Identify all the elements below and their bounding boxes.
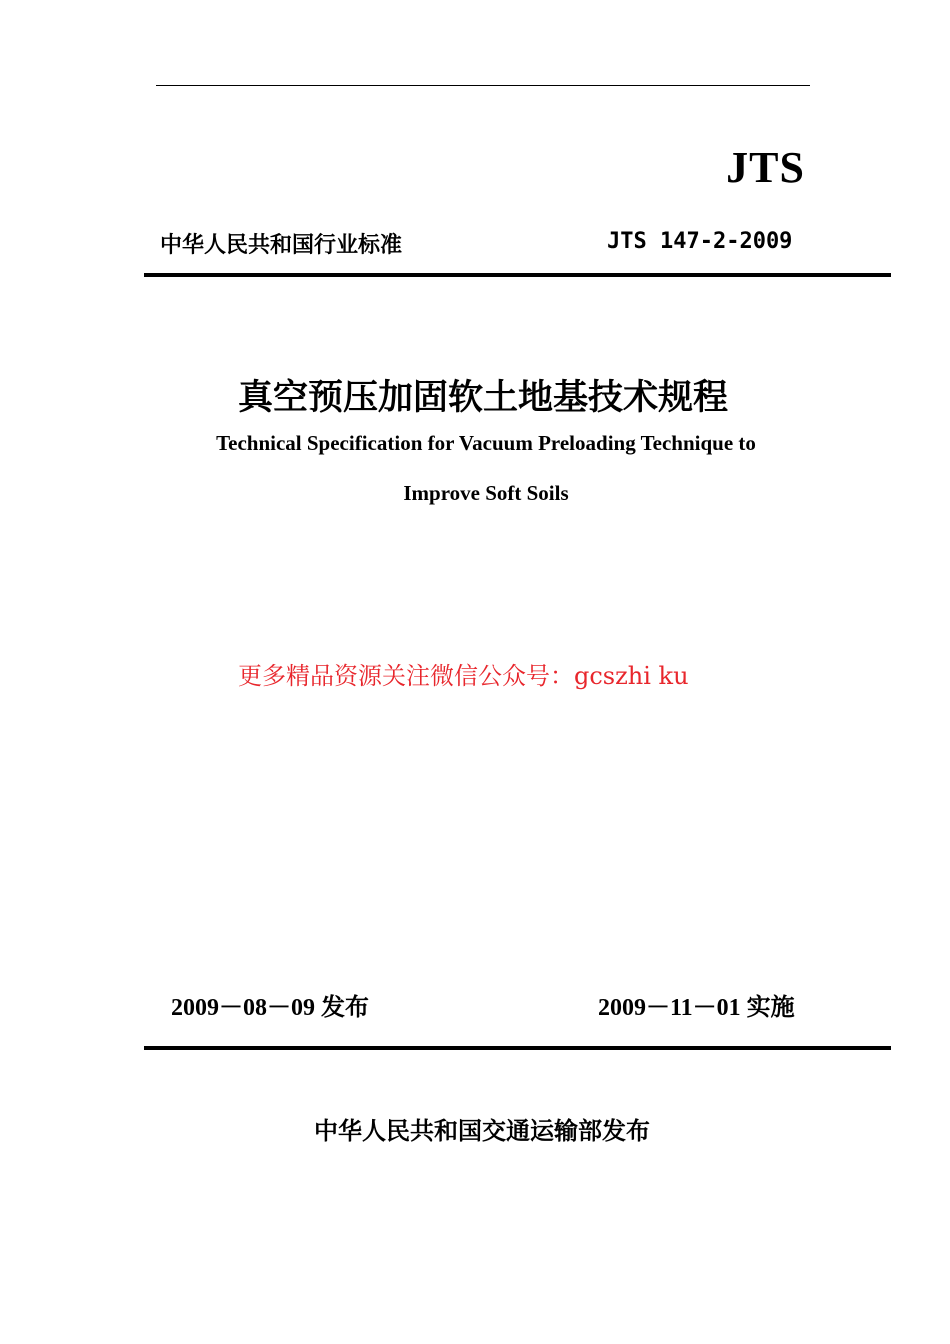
footer-divider	[144, 1046, 891, 1050]
standard-mark: JTS	[726, 143, 805, 192]
document-title-english-line-2: Improve Soft Soils	[403, 481, 569, 505]
effective-date: 2009－11－01 实施	[598, 995, 795, 1021]
promo-note: 更多精品资源关注微信公众号：gcszhi ku	[238, 662, 689, 690]
header-divider	[144, 273, 891, 277]
document-title-english-line-1: Technical Specification for Vacuum Preloading Technique to	[216, 431, 756, 455]
standard-number: JTS 147-2-2009	[607, 229, 793, 254]
document-title-chinese: 真空预压加固软土地基技术规程	[237, 378, 728, 418]
standard-category: 中华人民共和国行业标准	[160, 233, 403, 258]
top-divider	[156, 85, 810, 86]
issue-date: 2009－08－09 发布	[171, 995, 369, 1021]
publisher: 中华人民共和国交通运输部发布	[314, 1117, 650, 1145]
